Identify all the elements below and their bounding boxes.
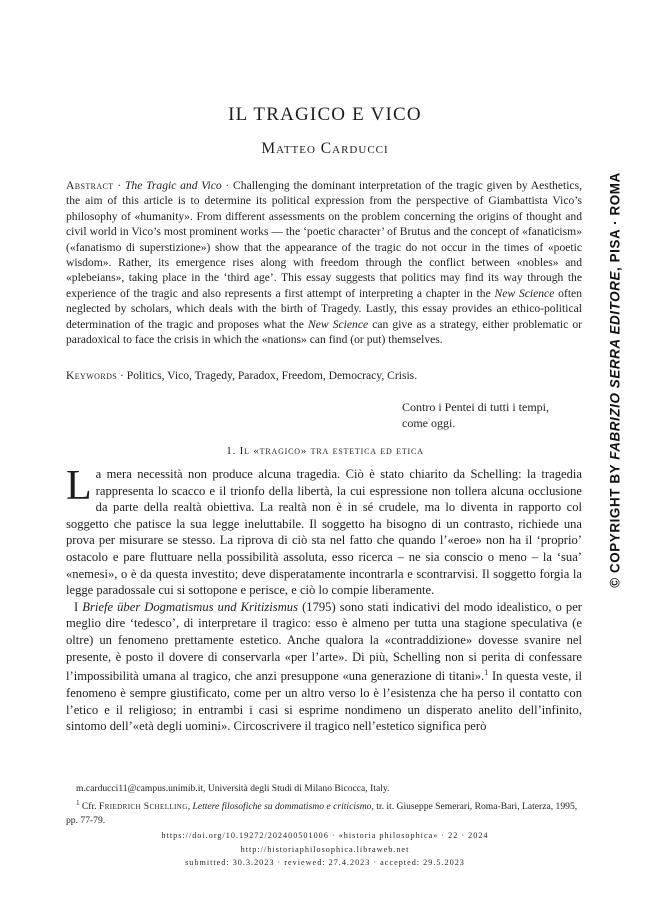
copyright-publisher: FABRIZIO SERRA EDITORE — [607, 271, 623, 460]
keywords-text: · Politics, Vico, Tragedy, Paradox, Freedom, Democracy, Crisis. — [117, 369, 418, 382]
footnotes — [66, 782, 582, 828]
abstract-label: Abstract — [66, 179, 114, 192]
abstract-new-science-2: New Science — [308, 317, 369, 331]
paragraph-2-text-b: In questa veste, il fenomeno è sempre giustificato, come per un altro verso lo è l’esistenza che ha perso il contatto con l’etico e il religioso; in entrambi i casi si esprime nondimeno un disperato anelito dell’infinito, sintomo dell’«età degli uomini». Circoscrivere il tragico nell’estetico significa però — [66, 669, 582, 734]
dates-line: submitted: 30.3.2023 · reviewed: 27.4.2023 · accepted: 29.5.2023 — [185, 858, 465, 867]
body-text — [66, 463, 582, 735]
drop-cap: L — [66, 463, 92, 509]
affiliation-note: m.carducci11@campus.unimib.it, Università degli Studi di Milano Bicocca, Italy. — [76, 783, 390, 794]
paragraph-1 — [66, 463, 582, 599]
abstract-text-1: · Challenging the dominant interpretation of the tragic given by Aesthetics, the aim of this article is to determine its political expression from the perspective of Giambattista Vico’s philosophy of «humanity». From different assessments on the problem concerning the origins of thought and civil world in Vico’s most prominent works — the ‘poetic character’ of Brutus and the concept of «fanaticism» («fanatismo di superstizione») show that the appearance of the tragic do not occur in the times of «poetic wisdom». Rather, its emergence rises along with freedom through the conflict between «nobles» and «plebeians», taking place in the ‘third age’. This essay suggests that politics may find its way through the experience of the tragic and also represents a first attempt of interpreting a chapter in the — [66, 179, 582, 300]
footnote-1-title: Lettere filosofiche su dommatismo e criticismo — [192, 801, 372, 813]
article-title: IL TRAGICO E VICO — [228, 104, 422, 125]
footnote-1-sep: , — [187, 801, 193, 813]
doi-line[interactable]: https://doi.org/10.19272/202400501006 · «historia philosophica» · 22 · 2024 — [161, 831, 489, 840]
footnote-1-rest: , tr. it. Giuseppe Semerari, Roma-Bari, Laterza, 1995, pp. 77-79. — [66, 801, 578, 827]
copyright-notice — [608, 172, 623, 588]
copyright-suffix: , PISA · ROMA — [607, 172, 623, 272]
epigraph-line-2: come oggi. — [402, 416, 456, 430]
paragraph-2: I Briefe über Dogmatismus und Kritizismus (1795) sono stati indicativi del modo idealistico, o per meglio dire ‘tedesco’, di interpretare il tragico: esso è almeno per tutta una stagione speculativa (e oltre) un fenomeno prettamente estetico. Anche qualora la «contraddizione» dovesse svanire nel presente, è posto il dovere di conservarla «per l’arte». Di più, Schelling non si perita di confessare l’impossibilità umana al tragico, che anzi presuppone «una generazione di titani».$^1$ In questa veste, il fenomeno è sempre giustificato, come per un altro verso lo è l’esistenza che ha perso il contatto con l’etico e il religioso; in entrambi i casi si esprime nondimeno un disperato anelito dell’infinito, sintomo dell’«età degli uomini». Circoscrivere il tragico nell’estetico significa però — [66, 599, 582, 734]
abstract-new-science-1: New Science — [494, 286, 555, 300]
paragraph-2-title: Briefe über Dogmatismus und Kritizismus — [82, 599, 299, 614]
footnote-1-number: 1 — [76, 799, 80, 807]
epigraph — [402, 399, 549, 431]
keywords — [66, 369, 582, 382]
keywords-label: Keywords — [66, 369, 118, 382]
footnote-1 — [66, 796, 582, 828]
abstract-title: The Tragic and Vico — [124, 179, 222, 192]
paragraph-2-text-a: (1795) sono stati indicativi del modo idealistico, o per meglio dire ‘tedesco’, di interpretare il tragico: esso è almeno per tutta una stagione speculativa (e oltre) un fenomeno prettamente estetico. Anche qualora la «contraddizione» dovesse svanire nel presente, è posto il dovere di conservarla «per l’arte». Di più, Schelling non si perita di confessare l’impossibilità umana al tragico, che anzi presuppone «una generazione di titani». — [66, 599, 582, 684]
abstract-text-2: often neglected by scholars, which deals with the birth of Tragedy. Lastly, this essay provides an ethico-political determination of the tragic and proposes what the — [66, 286, 582, 331]
footnote-1-prefix: Cfr. — [81, 801, 99, 813]
copyright-prefix: © COPYRIGHT BY — [607, 459, 623, 588]
epigraph-line-1: Contro i Pentei di tutti i tempi, — [402, 400, 549, 414]
abstract — [66, 178, 582, 347]
paragraph-1-text: a mera necessità non produce alcuna tragedia. Ciò è stato chiarito da Schelling: la tragedia rappresenta lo scacco e il trionfo della libertà, la cui espressione non tollera alcuna occlusione da parte della realtà obiettiva. La realtà non è in sé crudele, ma lo diventa in rapporto col soggetto che patisce la sua legge ineluttabile. Il soggetto ha bisogno di un contrasto, richiede una prova per misurare se stesso. La riprova di ciò sta nel fatto che quando l’«eroe» non ha il ‘proprio’ ostacolo e pare fluttuare nella possibilità assoluta, esso ricerca – ne sia conscio o meno – la ‘sua’ «nemesi», o è da questa investito; deve disperatamente incontrarla e scontrarvisi. Il soggetto forgia la legge paradossale cui si sottopone e perisce, e ciò lo compie liberamente. — [66, 467, 582, 598]
footnote-ref-1[interactable]: 1 — [484, 668, 489, 678]
footnote-1-author: Friedrich Schelling — [98, 801, 188, 813]
abstract-separator: · — [113, 179, 125, 192]
abstract-text-3: can give as a strategy, either problematic or paradoxical to face the crisis in which the «nations» can find (or put) themselves. — [66, 317, 582, 347]
section-heading: 1. Il «tragico» tra estetica ed etica — [226, 445, 424, 457]
article-author: Matteo Carducci — [261, 140, 389, 157]
url-line[interactable]: http://historiaphilosophica.libraweb.net — [240, 844, 410, 854]
journal-info — [0, 829, 650, 870]
